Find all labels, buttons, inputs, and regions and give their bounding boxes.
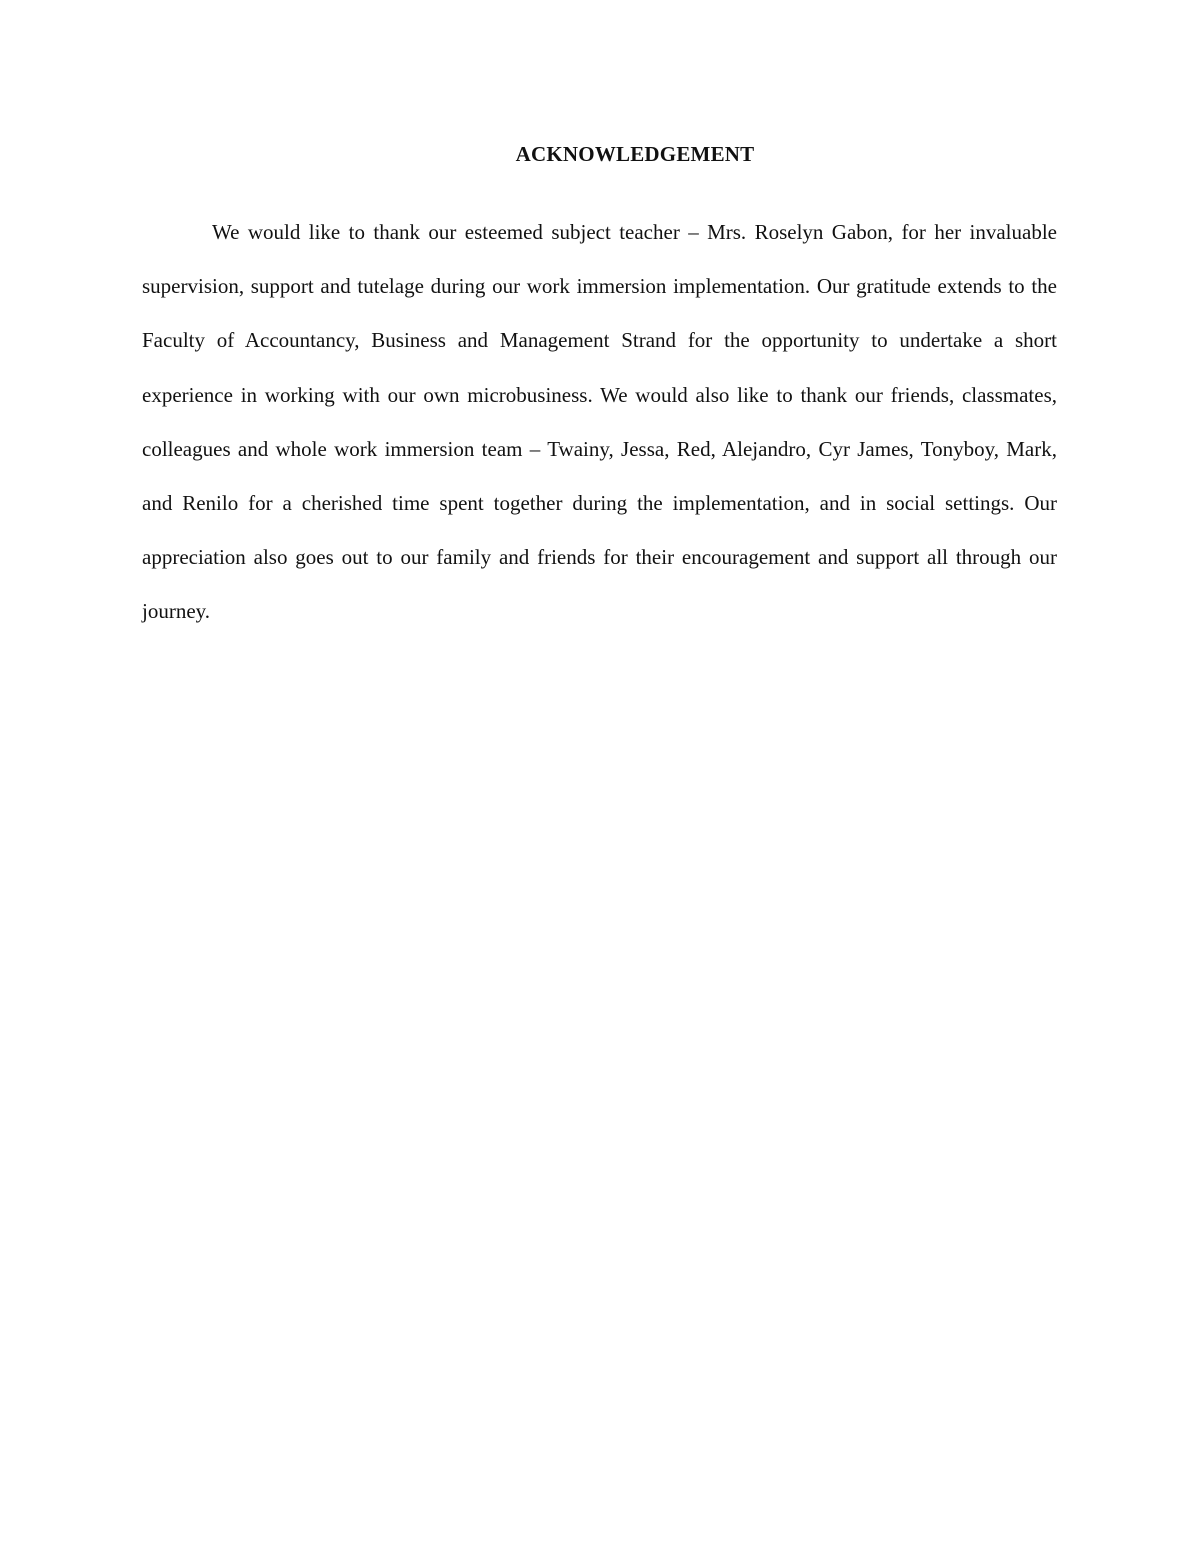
page-title: ACKNOWLEDGEMENT <box>515 142 755 166</box>
acknowledgement-paragraph: We would like to thank our esteemed subject teacher – Mrs. Roselyn Gabon, for her invaluable supervision, support and tutelage during our work immersion implementation. Our gratitude extends to the Faculty of Accountancy, Business and Management Strand for the opportunity to undertake a short experience in working with our own microbusiness. We would also like to thank our friends, classmates, colleagues and whole work immersion team – Twainy, Jessa, Red, Alejandro, Cyr James, Tonyboy, Mark, and Renilo for a cherished time spent together during the implementation, and in social settings. Our appreciation also goes out to our family and friends for their encouragement and support all through our journey. <box>142 220 1057 624</box>
